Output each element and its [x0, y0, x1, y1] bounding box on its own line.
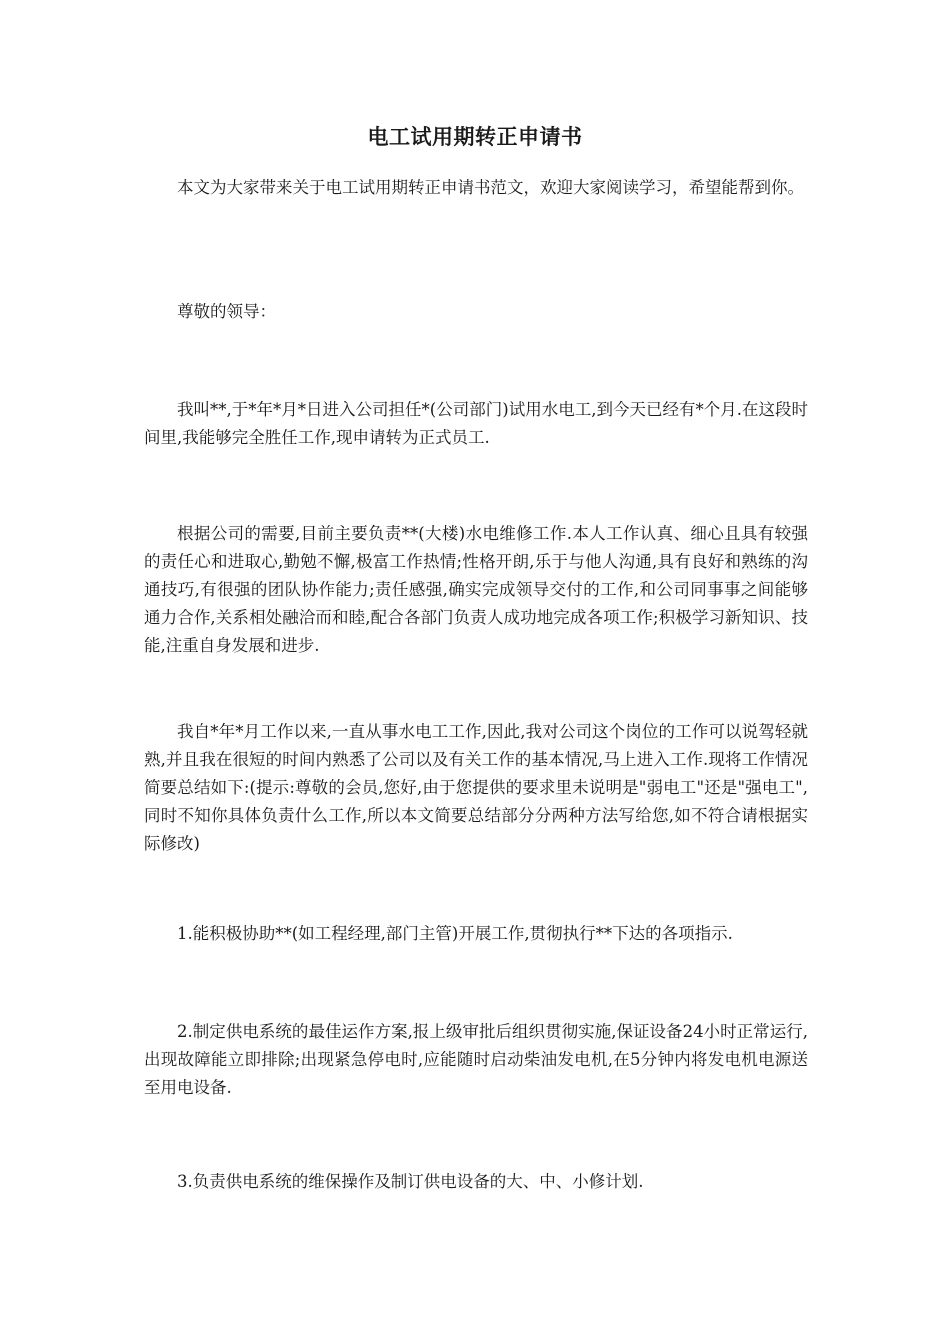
list-item-2: 2.制定供电系统的最佳运作方案,报上级审批后组织贯彻实施,保证设备24小时正常运行,出现故障能立即排除;出现紧急停电时,应能随时启动柴油发电机,在5分钟内将发电机电源送至用电设备. [144, 1022, 808, 1097]
list-item-3: 3.负责供电系统的维保操作及制订供电设备的大、中、小修计划. [177, 1172, 644, 1191]
greeting-paragraph: 尊敬的领导： [177, 302, 276, 321]
list-item-1: 1.能积极协助**(如工程经理,部门主管)开展工作,贯彻执行**下达的各项指示. [177, 924, 733, 943]
duties-paragraph: 根据公司的需要,目前主要负责**(大楼)水电维修工作.本人工作认真、细心且具有较强的责任心和进取心,勤勉不懈,极富工作热情;性格开朗,乐于与他人沟通,具有良好和熟练的沟通技巧,有很强的团队协作能力;责任感强,确实完成领导交付的工作,和公司同事事之间能够通力合作,关系相处融洽而和睦,配合各部门负责人成功地完成各项工作;积极学习新知识、技能,注重自身发展和进步. [144, 524, 808, 655]
self-intro-paragraph: 我叫**,于*年*月*日进入公司担任*(公司部门)试用水电工,到今天已经有*个月.在这段时间里,我能够完全胜任工作,现申请转为正式员工. [144, 400, 808, 447]
work-summary-paragraph: 我自*年*月工作以来,一直从事水电工工作,因此,我对公司这个岗位的工作可以说驾轻就熟,并且我在很短的时间内熟悉了公司以及有关工作的基本情况,马上进入工作.现将工作情况简要总结如下:(提示:尊敬的会员,您好,由于您提供的要求里未说明是"弱电工"还是"强电工",同时不知你具体负责什么工作,所以本文简要总结部分分两种方法写给您,如不符合请根据实际修改) [144, 722, 808, 853]
intro-paragraph: 本文为大家带来关于电工试用期转正申请书范文，欢迎大家阅读学习，希望能帮到你。 [177, 178, 804, 197]
document-title: 电工试用期转正申请书 [367, 125, 583, 149]
